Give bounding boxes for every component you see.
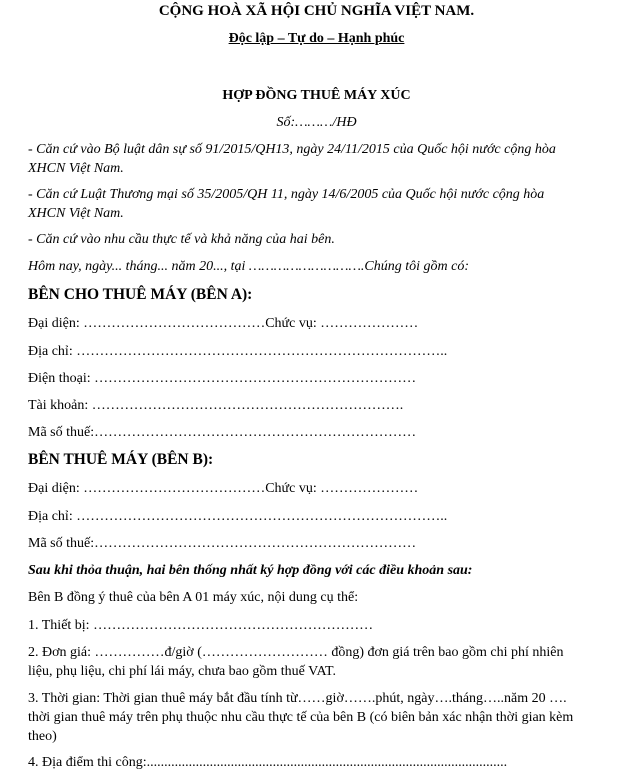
party-a-phone: Điện thoại: …………………………………………………………… [28,371,417,386]
term-unit-price-line-1: 2. Đơn giá: ……………đ/giờ (……………………… đồng) đơn giá trên bao gồm chi phí nhiên [28,645,564,660]
term-time-line-3: theo) [28,729,57,744]
term-time-line-2: thời gian thuê máy trên phụ thuộc nhu cầu thực tế của bên B (có biên bản xác nhận thời gian kèm [28,710,574,725]
legal-basis-1-line-2: XHCN Việt Nam. [28,161,124,176]
rental-statement: Bên B đồng ý thuê của bên A 01 máy xúc, nội dung cụ thể: [28,590,359,605]
party-b-address: Địa chỉ: …………………………………………………………………….. [28,509,448,524]
agreement-intro: Sau khi thỏa thuận, hai bên thống nhất ký hợp đồng với các điều khoản sau: [28,563,473,578]
legal-basis-1-line-1: - Căn cứ vào Bộ luật dân sự số 91/2015/QH13, ngày 24/11/2015 của Quốc hội nước cộng hòa [28,142,556,157]
party-b-heading: BÊN THUÊ MÁY (BÊN B): [28,451,214,468]
date-line: Hôm nay, ngày... tháng... năm 20..., tại ……………………….Chúng tôi gồm có: [28,259,470,274]
legal-basis-3: - Căn cứ vào nhu cầu thực tế và khả năng của hai bên. [28,232,335,247]
party-b-representative: Đại diện: …………………………………Chức vụ: ………………… [28,481,419,496]
party-a-account: Tài khoản: …………………………………………………………. [28,398,404,413]
party-a-tax-code: Mã số thuế:…………………………………………………………… [28,425,417,440]
term-equipment: 1. Thiết bị: …………………………………………………… [28,618,374,633]
legal-basis-2-line-2: XHCN Việt Nam. [28,206,124,221]
party-b-tax-code: Mã số thuế:…………………………………………………………… [28,536,417,551]
party-a-representative: Đại diện: …………………………………Chức vụ: ………………… [28,316,419,331]
contract-number: Số:………/HĐ [276,115,357,130]
motto: Độc lập – Tự do – Hạnh phúc [228,31,405,46]
term-location: 4. Địa điểm thi công:....................................................................................................... [28,755,508,770]
party-a-address: Địa chỉ: …………………………………………………………………….. [28,344,448,359]
legal-basis-2-line-1: - Căn cứ Luật Thương mại số 35/2005/QH 11, ngày 14/6/2005 của Quốc hội nước cộng hòa [28,187,545,202]
party-a-heading: BÊN CHO THUÊ MÁY (BÊN A): [28,286,253,303]
term-unit-price-line-2: liệu, phụ liệu, chi phí lái máy, chưa bao gồm thuế VAT. [28,664,337,679]
contract-title: HỢP ĐỒNG THUÊ MÁY XÚC [222,88,411,103]
term-time-line-1: 3. Thời gian: Thời gian thuê máy bắt đầu tính từ……giờ…….phút, ngày….tháng…..năm 20 …. [28,691,567,706]
nation-header: CỘNG HOÀ XÃ HỘI CHỦ NGHĨA VIỆT NAM. [158,3,475,19]
